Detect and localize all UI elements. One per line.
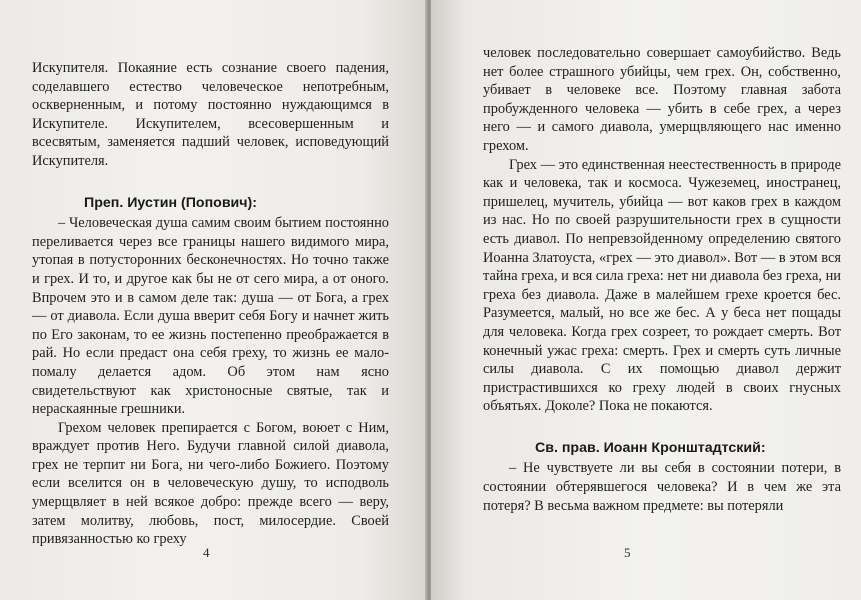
left-paragraph-3: Грехом человек препирается с Богом, воюет с Ним, враждует против Него. Будучи главной силой диавола, грех не терпит ни Бога, ни чего-либо Божиего. Поэтому если вселится он в человеческую душу, то исподволь умерщвляет в ней всякое добро: прежде всего — веру, затем молитву, любовь, пост, милосердие. Своей привязанностью ко греху	[32, 419, 389, 548]
right-paragraph-1: человек последовательно совершает самоубийство. Ведь нет более страшного убийцы, чем грех. Он, собственно, убивает в человеке все. Поэтому главная забота пробужденного человека — убить в себе грех, а через него — и самого диавола, умерщвляющего нас именно грехом.	[483, 45, 841, 154]
left-page-text	[32, 59, 389, 549]
left-section-heading: Преп. Иустин (Попович):	[84, 194, 257, 211]
right-page-text	[483, 44, 841, 515]
left-paragraph-1: Искупителя. Покаяние есть сознание своего падения, соделавшего естество человеческое непотребным, оскверненным, и потому постоянно нуждающимся в Искупителе. Искупителем, всесовершенным и всесвятым, заменяется падший человек, исповедующий Искупителя.	[32, 60, 389, 169]
right-page-number: 5	[624, 545, 631, 560]
right-section-heading: Св. прав. Иоанн Кронштадтский:	[535, 439, 766, 456]
right-paragraph-3: – Не чувствуете ли вы себя в состоянии потери, в состоянии обтерявшегося человека? И в чем же эта потеря? В весьма важном предмете: вы потеряли	[483, 460, 841, 514]
right-page	[431, 0, 861, 600]
right-paragraph-2: Грех — это единственная неестественность в природе как и человека, так и космоса. Чужеземец, иностранец, пришелец, мучитель, убийца — вот каков грех в каждом из нас. Но по своей разрушительности грех в сущности есть диавол. По непревзойденному определению святого Иоанна Златоуста, «грех — это диавол». Вот — в этом вся тайна греха, и вся сила греха: нет ни диавола без греха, ни греха без диавола. Даже в малейшем грехе кроется бес. Разумеется, малый, но все же бес. А у беса нет пощады для человека. Когда грех созреет, то рождает смерть. Вот конечный ужас греха: смерть. Грех и смерть суть личные силы диавола. С их помощью диавол держит пристрастившихся ко греху людей в своих гнусных объятьях. Доколе? Пока не покаются.	[483, 156, 841, 415]
left-paragraph-2: – Человеческая душа самим своим бытием постоянно переливается через все границы нашего видимого мира, утопая в потусторонних бесконечностях. Но точно также и грех. И то, и другое как бы не от сего мира, а от оного. Впрочем это и в самом деле так: душа — от Бога, а грех — от диавола. Если душа вверит себя Богу и начнет жить по Его законам, то ее жизнь постепенно преображается в рай. Но если предаст она себя греху, то жизнь ее мало-помалу делается адом. Об этом нам ясно свидетельствуют как христоносные святые, так и нераскаянные грешники.	[32, 215, 389, 418]
left-page	[0, 0, 427, 600]
left-page-number: 4	[203, 545, 210, 560]
